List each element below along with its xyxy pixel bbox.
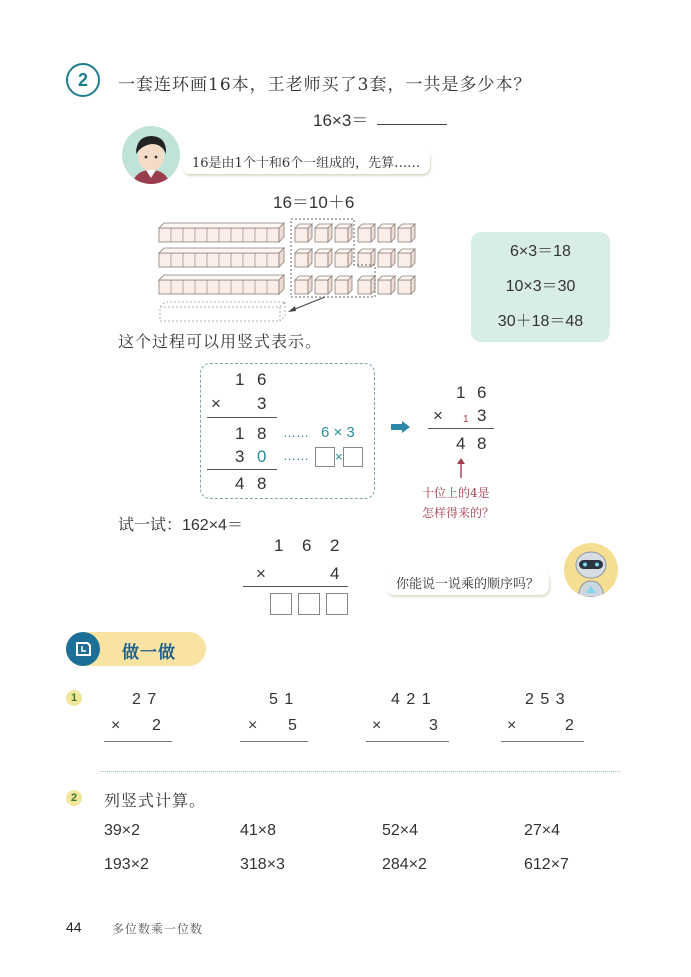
try-line (243, 586, 348, 587)
question-note-line1: 十位上的4是 (422, 486, 490, 500)
answer-box-ones[interactable] (326, 593, 348, 615)
ex1-d-top: 2 5 3 (525, 691, 566, 708)
ex2-item: 318×3 (240, 856, 285, 873)
short-result-ones: 8 (477, 434, 487, 453)
exercise-2-instruction: 列竖式计算。 (104, 791, 207, 810)
do-it-title: 做一做 (122, 643, 176, 663)
robot-speech-bubble: 你能说一说乘的顺序吗？ (386, 570, 549, 595)
ex2-item: 193×2 (104, 856, 149, 873)
answer-box-tens[interactable] (298, 593, 320, 615)
summary-line: 10×3＝30 (505, 278, 576, 295)
answer-blank[interactable] (377, 124, 447, 125)
right-arrow-icon (391, 418, 411, 428)
carry-digit: 1 (463, 414, 469, 425)
result-tens: 4 (235, 474, 245, 493)
partial2-note (315, 446, 363, 467)
try-top-ones: 2 (330, 536, 340, 555)
ex2-item: 27×4 (524, 822, 561, 839)
ex1-a-sign: × (111, 717, 121, 734)
chapter-title: 多位数乘一位数 (112, 922, 204, 936)
do-it-icon (66, 632, 100, 666)
teacher-speech-bubble: 16是由1个十和6个一组成的，先算…… (182, 149, 430, 174)
partial1-dots: …… (283, 425, 309, 440)
partial2-note-sign: × (335, 449, 343, 464)
summary-line: 6×3＝18 (510, 243, 571, 260)
boy-portrait-icon (122, 126, 180, 184)
calc-line (207, 469, 277, 470)
ex2-item: 284×2 (382, 856, 427, 873)
robot-icon (564, 543, 618, 597)
short-mult-sign: × (433, 406, 443, 425)
ex1-b-mult: 5 (288, 717, 297, 734)
ex1-c-sign: × (372, 717, 382, 734)
try-it-label: 试一试：162×4＝ (118, 517, 243, 534)
fill-box-1[interactable] (315, 447, 335, 467)
result-ones: 8 (257, 474, 267, 493)
problem-number-badge: 2 (66, 63, 100, 97)
robot-avatar (564, 543, 618, 597)
summary-line: 30＋18＝48 (497, 313, 584, 330)
problem-question: 一套连环画16本，王老师买了3套，一共是多少本？ (118, 75, 532, 95)
ex1-d-mult: 2 (565, 717, 574, 734)
ex1-d-line (501, 741, 584, 742)
partial1-tens: 1 (235, 424, 245, 443)
page-number: 44 (66, 919, 82, 935)
section-divider (100, 771, 620, 772)
short-line (428, 428, 494, 429)
try-mult-sign: × (256, 564, 266, 583)
calc-mult-sign: × (211, 394, 221, 413)
ex2-item: 39×2 (104, 822, 141, 839)
ex1-b-line (240, 741, 308, 742)
vertical-calculation-box (200, 363, 375, 499)
ex1-a-mult: 2 (152, 717, 161, 734)
base-ten-blocks-illustration (155, 215, 420, 325)
calc-top-tens: 1 (235, 370, 245, 389)
calc-top-ones: 6 (257, 370, 267, 389)
ex1-c-mult: 3 (429, 717, 438, 734)
calculation-summary-box (471, 232, 610, 342)
ex1-c-top: 4 2 1 (391, 691, 432, 708)
short-top-ones: 6 (477, 383, 487, 402)
short-top-tens: 1 (456, 383, 466, 402)
fill-box-2[interactable] (343, 447, 363, 467)
ex1-c-line (366, 741, 449, 742)
ex1-b-top: 5 1 (269, 691, 295, 708)
process-note: 这个过程可以用竖式表示。 (118, 332, 323, 351)
try-top-hundreds: 1 (274, 536, 284, 555)
ex2-item: 52×4 (382, 822, 419, 839)
ex1-a-top: 2 7 (132, 691, 158, 708)
exercise-1-badge: 1 (66, 690, 82, 706)
partial1-ones: 8 (257, 424, 267, 443)
ex1-a-line (104, 741, 172, 742)
partial2-dots: …… (283, 448, 309, 463)
try-top-tens: 6 (302, 536, 312, 555)
partial1-note: 6 × 3 (321, 424, 355, 441)
calc-multiplier: 3 (257, 394, 267, 413)
decomposition-equation: 16＝10＋6 (273, 193, 355, 212)
ex1-b-sign: × (248, 717, 258, 734)
ex2-item: 612×7 (524, 856, 569, 873)
answer-box-hundreds[interactable] (270, 593, 292, 615)
try-multiplier: 4 (330, 564, 340, 583)
short-multiplier: 3 (477, 406, 487, 425)
question-note-line2: 怎样得来的？ (422, 506, 495, 520)
problem-equation: 16×3＝ (313, 111, 369, 130)
exercise-2-badge: 2 (66, 790, 82, 806)
teacher-avatar (122, 126, 180, 184)
partial2-tens: 3 (235, 447, 245, 466)
ex1-d-sign: × (507, 717, 517, 734)
calc-line (207, 417, 277, 418)
short-result-tens: 4 (456, 434, 466, 453)
ex2-item: 41×8 (240, 822, 277, 839)
up-arrow-icon (456, 458, 466, 482)
partial2-ones: 0 (257, 447, 267, 466)
